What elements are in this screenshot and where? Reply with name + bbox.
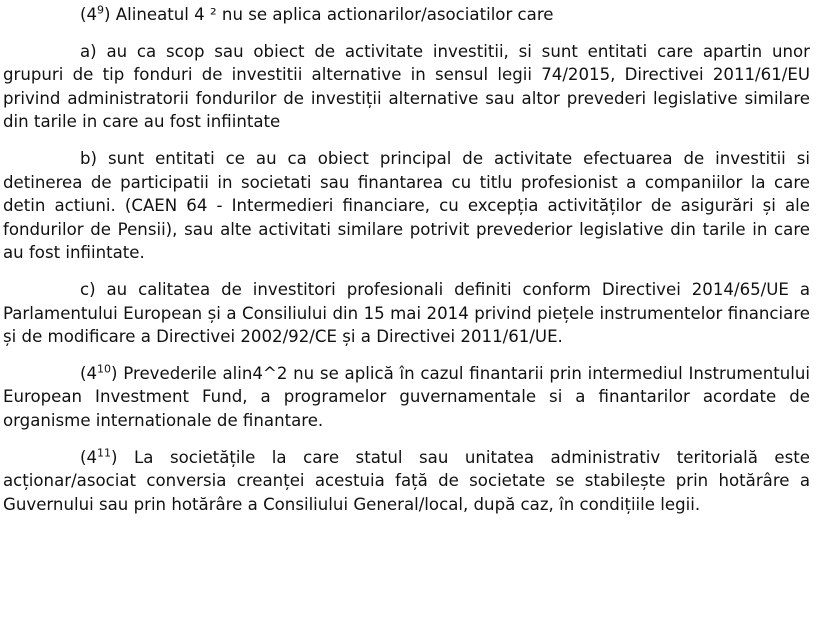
paragraph-item-b	[3, 147, 810, 265]
paragraph-4-11	[3, 446, 810, 517]
paragraph-text: ) Prevederile alin4^2 nu se aplică în cazul finantarii prin intermediul Instrumentului European Investment Fund, a programelor guvernamentale si a finantarilor acordate de organisme internationale de finantare.	[3, 363, 810, 430]
paragraph-number: (4	[80, 5, 98, 24]
document-page	[3, 3, 810, 516]
paragraph-item-a	[3, 40, 810, 134]
paragraph-text: ) La societățile la care statul sau unitatea administrativ teritorială este acționar/asociat conversia creanței acestuia față de societate se stabilește prin hotărâre a Guvernului sau prin hotărâre a Consiliului General/local, după caz, în condițiile legii.	[3, 447, 810, 514]
paragraph-item-c	[3, 278, 810, 349]
paragraph-number: (4	[80, 447, 98, 467]
paragraph-4-10	[3, 362, 810, 433]
paragraph-text: a) au ca scop sau obiect de activitate investitii, si sunt entitati care apartin unor grupuri de tip fonduri de investitii alternative in sensul legii 74/2015, Directivei 2011/61/EU privind administratorii fondurilor de investiții alternative sau altor prevederi legislative similare din tarile in care au fost infiintate	[3, 41, 810, 132]
paragraph-number-superscript: 9	[97, 3, 105, 17]
paragraph-4-9	[3, 3, 810, 27]
paragraph-text: c) au calitatea de investitori profesionali definiti conform Directivei 2014/65/UE a Parlamentului European și a Consiliului din 15 mai 2014 privind piețele instrumentelor financiare și de modificare a Directivei 2002/92/CE și a Directivei 2011/61/UE.	[3, 279, 810, 347]
paragraph-text: b) sunt entitati ce au ca obiect principal de activitate efectuarea de investitii si detinerea de participatii in societati sau finantarea cu titlu profesionist a companiilor la care detin actiuni. (CAEN 64 - Intermedieri financiare, cu excepția activităților de asigurări și ale fondurilor de Pensii), sau alte activitati similare potrivit prevederior legislative din tarile in care au fost infiintate.	[3, 148, 810, 263]
paragraph-number-superscript: 11	[97, 445, 112, 459]
paragraph-text: ) Alineatul 4 ² nu se aplica actionarilor/asociatilor care	[104, 5, 554, 24]
paragraph-number-superscript: 10	[97, 362, 112, 376]
paragraph-number: (4	[80, 363, 98, 383]
